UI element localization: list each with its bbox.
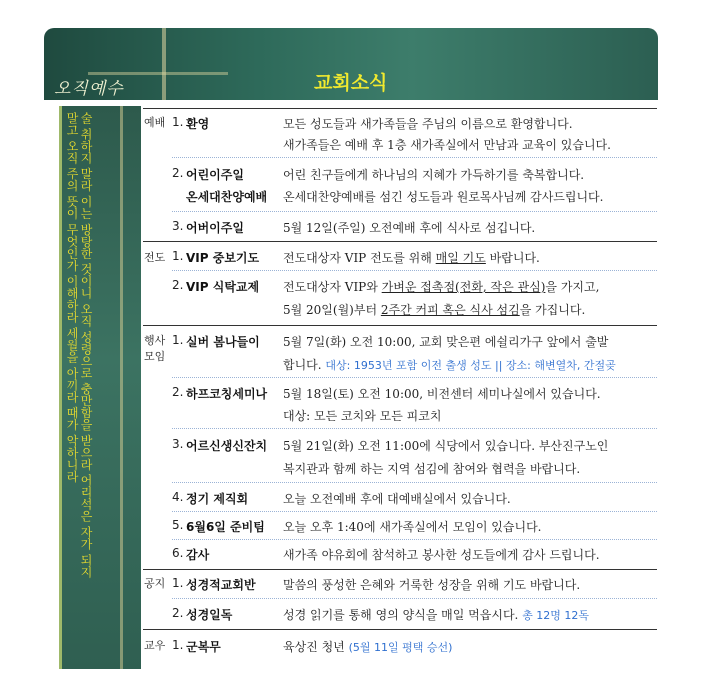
item-title: 성경적교회반 xyxy=(186,578,256,592)
item-description: 새가족 야유회에 참석하고 봉사한 성도들에게 감사 드립니다. xyxy=(283,548,600,562)
item-title: 군복무 xyxy=(186,640,221,654)
item-title: 정기 제직회 xyxy=(186,492,249,506)
emphasis-text: 가벼운 접촉점(전화, 작은 관심) xyxy=(381,280,546,294)
item-title: VIP 식탁교제 xyxy=(186,280,260,294)
item-description: 육상진 청년 (5월 11일 평택 승선) xyxy=(283,640,453,654)
emphasis-text: 2주간 커피 혹은 식사 섬김 xyxy=(380,303,520,317)
section-label-events-1: 행사 xyxy=(144,334,166,347)
item-title: 환영 xyxy=(186,117,210,131)
item-note: (5월 11일 평택 승선) xyxy=(348,641,453,654)
item-number: 3. xyxy=(172,219,184,233)
item-description: 온세대찬양예배를 섬긴 성도들과 원로목사님께 감사드립니다. xyxy=(283,190,604,204)
divider xyxy=(172,482,657,483)
divider xyxy=(172,211,657,212)
item-title: 어르신생신잔치 xyxy=(186,439,268,453)
item-description: 5월 20일(월)부터 2주간 커피 혹은 식사 섬김을 가집니다. xyxy=(283,303,586,317)
item-note: 새가족들은 예배 후 1층 새가족실에서 만남과 교육이 있습니다. xyxy=(283,138,611,152)
item-description: 전도대상자 VIP와 가벼운 접촉점(전화, 작은 관심)을 가지고, xyxy=(283,280,600,294)
section-label-worship: 예배 xyxy=(144,116,166,129)
item-number: 2. xyxy=(172,278,184,292)
item-number: 2. xyxy=(172,385,184,399)
item-number: 3. xyxy=(172,437,184,451)
item-note: 대상: 1953년 포함 이전 출생 성도 || 장소: 해변열차, 간절곶 xyxy=(325,359,616,372)
divider xyxy=(172,157,657,158)
item-description: 합니다. 대상: 1953년 포함 이전 출생 성도 || 장소: 해변열차, 간절곶 xyxy=(283,358,616,372)
divider xyxy=(172,377,657,378)
emphasis-text: 매일 기도 xyxy=(435,251,486,265)
section-label-notice: 공지 xyxy=(144,577,166,590)
cross-decoration xyxy=(162,28,166,100)
item-title: 감사 xyxy=(186,548,210,562)
item-title: 어린이주일 xyxy=(186,168,244,182)
item-description: 성경 읽기를 통해 영의 양식을 매일 먹읍시다. 총 12명 12독 xyxy=(283,608,590,622)
item-number: 5. xyxy=(172,518,184,532)
divider xyxy=(172,428,657,429)
item-title: 실버 봄나들이 xyxy=(186,335,260,349)
item-note: 대상: 모든 코치와 모든 피코치 xyxy=(283,409,442,423)
item-title: VIP 중보기도 xyxy=(186,251,260,265)
item-number: 2. xyxy=(172,166,184,180)
item-description: 복지관과 함께 하는 지역 섬김에 참여와 협력을 바랍니다. xyxy=(283,462,581,476)
section-label-events-2: 모임 xyxy=(144,350,166,363)
item-number: 1. xyxy=(172,249,184,263)
bible-verse: 술 취하지 말라 이는 방탕한 것이니 오직 성령으로 충만함을 받으라 어리석은 자가 되지 말고 오직 주의 뜻이 무엇인가 이해하라 세월을 아끼라 때가 악하니라 xyxy=(65,112,93,578)
item-title: 성경일독 xyxy=(186,608,233,622)
logo: 오직예수 xyxy=(54,79,124,99)
divider xyxy=(172,598,657,599)
item-description: 말씀의 풍성한 은혜와 거룩한 성장을 위해 기도 바랍니다. xyxy=(283,578,581,592)
divider xyxy=(143,325,657,326)
item-description: 5월 18일(토) 오전 10:00, 비전센터 세미나실에서 있습니다. xyxy=(283,387,601,401)
item-description: 오늘 오전예배 후에 대예배실에서 있습니다. xyxy=(283,492,511,506)
cross-decoration-pole xyxy=(120,106,123,669)
item-number: 2. xyxy=(172,606,184,620)
divider xyxy=(172,539,657,540)
item-title: 하프코칭세미나 xyxy=(186,387,268,401)
item-note: 총 12명 12독 xyxy=(522,609,590,622)
item-number: 6. xyxy=(172,546,184,560)
item-number: 4. xyxy=(172,490,184,504)
item-description: 5월 7일(화) 오전 10:00, 교회 맞은편 에쉴리가구 앞에서 출발 xyxy=(283,335,609,349)
item-description: 5월 12일(주일) 오전예배 후에 식사로 섬깁니다. xyxy=(283,221,536,235)
sidebar-verse-panel xyxy=(59,106,141,669)
item-description: 오늘 오후 1:40에 새가족실에서 모임이 있습니다. xyxy=(283,520,542,534)
item-title: 6월6일 준비팀 xyxy=(186,520,265,534)
item-number: 1. xyxy=(172,576,184,590)
item-description: 전도대상자 VIP 전도를 위해 매일 기도 바랍니다. xyxy=(283,251,540,265)
item-title: 온세대찬양예배 xyxy=(186,190,268,204)
page-title: 교회소식 xyxy=(314,72,388,94)
divider xyxy=(172,511,657,512)
section-label-members: 교우 xyxy=(144,639,166,652)
item-description: 어린 친구들에게 하나님의 지혜가 가득하기를 축복합니다. xyxy=(283,168,585,182)
item-title: 어버이주일 xyxy=(186,221,244,235)
divider xyxy=(172,270,657,271)
divider xyxy=(143,629,657,630)
section-label-evangelism: 전도 xyxy=(144,251,166,264)
item-description: 모든 성도들과 새가족들을 주님의 이름으로 환영합니다. xyxy=(283,117,573,131)
header-banner xyxy=(44,28,658,100)
item-number: 1. xyxy=(172,638,184,652)
item-description: 5월 21일(화) 오전 11:00에 식당에서 있습니다. 부산진구노인 xyxy=(283,439,609,453)
item-number: 1. xyxy=(172,333,184,347)
divider xyxy=(143,569,657,570)
item-number: 1. xyxy=(172,115,184,129)
divider xyxy=(143,241,657,242)
divider xyxy=(143,108,657,109)
